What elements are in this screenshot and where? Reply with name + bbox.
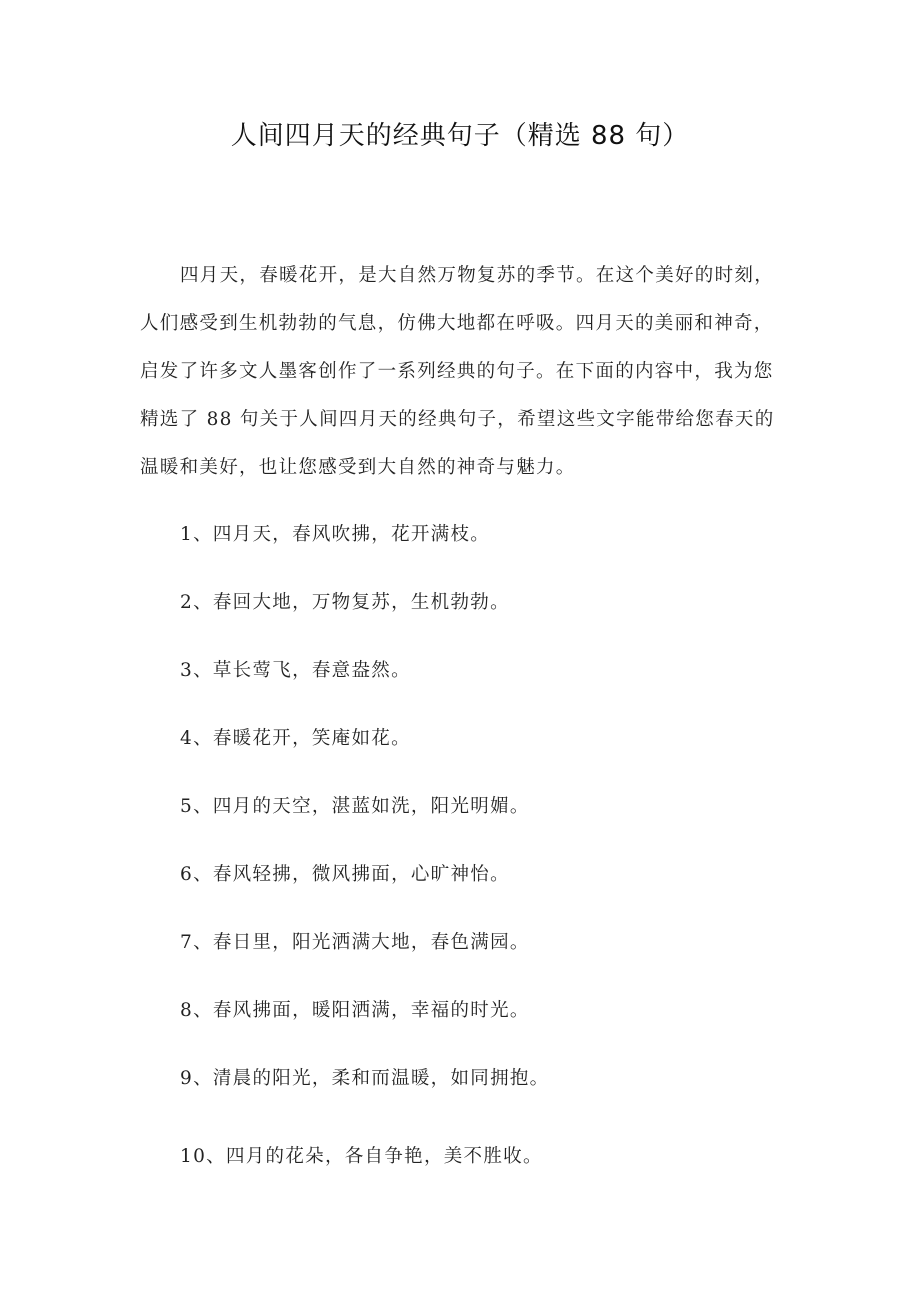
- list-item: 6、春风轻拂，微风拂面，心旷神怡。: [180, 864, 510, 885]
- list-item: 1、四月天，春风吹拂，花开满枝。: [180, 524, 491, 545]
- list-item: 7、春日里，阳光洒满大地，春色满园。: [180, 932, 530, 953]
- list-item: 8、春风拂面，暖阳洒满，幸福的时光。: [180, 1000, 530, 1021]
- list-item: 5、四月的天空，湛蓝如洗，阳光明媚。: [180, 796, 530, 817]
- list-item: 3、草长莺飞，春意盎然。: [180, 660, 411, 681]
- intro-paragraph: 四月天，春暖花开，是大自然万物复苏的季节。在这个美好的时刻，人们感受到生机勃勃的气息，仿佛大地都在呼吸。四月天的美丽和神奇，启发了许多文人墨客创作了一系列经典的句子。在下面的内容中，我为您精选了 88 句关于人间四月天的经典句子，希望这些文字能带给您春天的温暖和美好，也让您感受到大自然的神奇与魅力。: [140, 265, 775, 478]
- list-item: 2、春回大地，万物复苏，生机勃勃。: [180, 592, 510, 613]
- list-item: 9、清晨的阳光，柔和而温暖，如同拥抱。: [180, 1068, 550, 1089]
- list-item: 10、四月的花朵，各自争艳，美不胜收。: [180, 1146, 543, 1167]
- document-title: 人间四月天的经典句子（精选 88 句）: [230, 121, 690, 151]
- list-item: 4、春暖花开，笑庵如花。: [180, 728, 411, 749]
